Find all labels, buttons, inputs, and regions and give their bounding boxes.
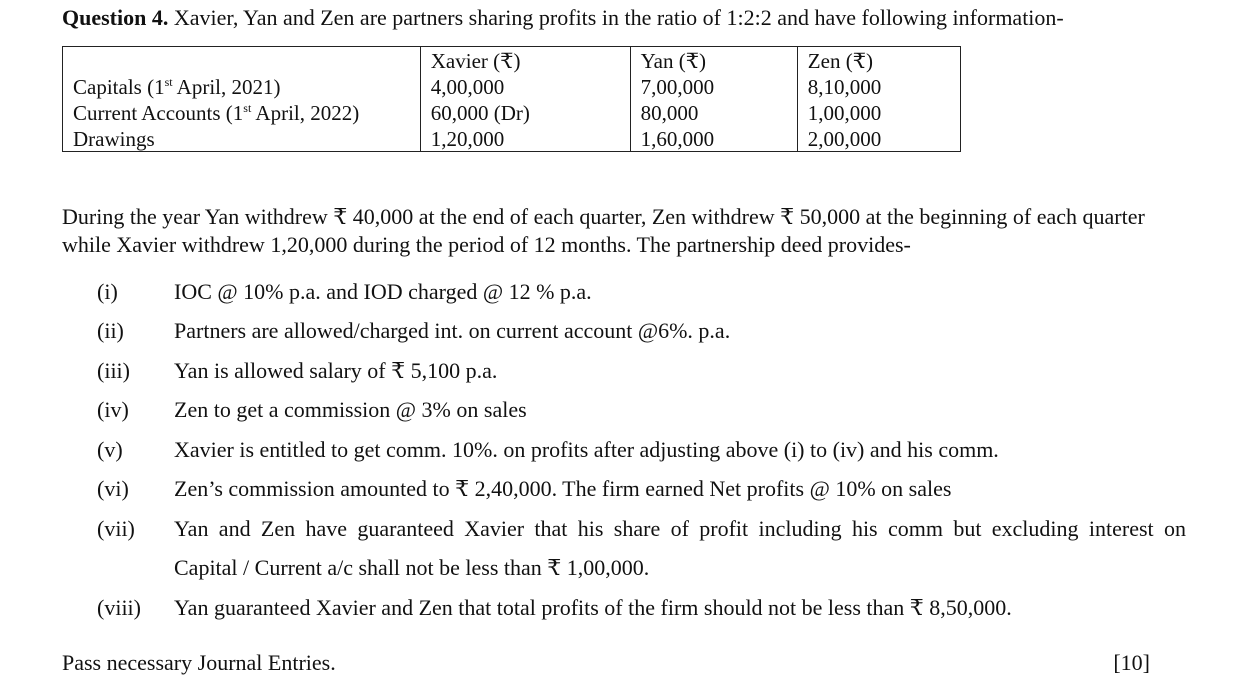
row-label — [63, 99, 421, 125]
table-row — [63, 125, 961, 152]
item-number: (vi) — [97, 476, 129, 501]
paragraph-line-2: while Xavier withdrew 1,20,000 during the period of 12 months. The partnership deed provides- — [62, 232, 911, 257]
item-text: Zen’s commission amounted to ₹ 2,40,000. The firm earned Net profits @ 10% on sales — [174, 476, 952, 501]
table-row — [63, 99, 961, 125]
row-label — [63, 73, 421, 99]
cell-yan: 80,000 — [630, 99, 797, 125]
question-number: Question 4. — [62, 5, 169, 30]
header-cell-zen: Zen (₹) — [797, 47, 960, 74]
row-label-tail: April, 2022) — [251, 101, 360, 125]
partner-info-table — [62, 46, 961, 152]
cell-xavier: 4,00,000 — [420, 73, 630, 99]
header-cell-yan: Yan (₹) — [630, 47, 797, 74]
paragraph-line-1: During the year Yan withdrew ₹ 40,000 at the end of each quarter, Zen withdrew ₹ 50,000 at the beginning of each quarter — [62, 204, 1145, 229]
item-number: (ii) — [97, 318, 124, 343]
cell-zen: 8,10,000 — [797, 73, 960, 99]
item-number: (v) — [97, 437, 123, 462]
question-text: Xavier, Yan and Zen are partners sharing profits in the ratio of 1:2:2 and have following information- — [168, 5, 1064, 30]
cell-zen: 2,00,000 — [797, 125, 960, 152]
table-row — [63, 73, 961, 99]
cell-xavier: 1,20,000 — [420, 125, 630, 152]
item-number: (i) — [97, 279, 118, 304]
item-text: Yan and Zen have guaranteed Xavier that his share of profit including his comm but excluding interest on — [174, 516, 1186, 541]
item-number: (iii) — [97, 358, 130, 383]
header-cell-blank — [63, 47, 421, 74]
question-heading — [62, 3, 1064, 33]
item-number: (iv) — [97, 397, 129, 422]
cell-zen: 1,00,000 — [797, 99, 960, 125]
row-label — [63, 125, 421, 152]
item-text-continued: Capital / Current a/c shall not be less than ₹ 1,00,000. — [174, 555, 650, 580]
row-label-sup: st — [164, 75, 173, 89]
instruction-text: Pass necessary Journal Entries. — [62, 650, 336, 675]
header-cell-xavier: Xavier (₹) — [420, 47, 630, 74]
item-text: Xavier is entitled to get comm. 10%. on profits after adjusting above (i) to (iv) and his comm. — [174, 437, 999, 462]
row-label-sup: st — [243, 101, 252, 115]
marks-label: [10] — [1113, 650, 1150, 675]
item-text: Partners are allowed/charged int. on current account @6%. p.a. — [174, 318, 731, 343]
item-number: (vii) — [97, 516, 135, 541]
cell-xavier: 60,000 (Dr) — [420, 99, 630, 125]
cell-yan: 1,60,000 — [630, 125, 797, 152]
description-paragraph — [62, 203, 1202, 259]
item-text: IOC @ 10% p.a. and IOD charged @ 12 % p.a. — [174, 279, 592, 304]
table-header-row — [63, 47, 961, 74]
row-label-text: Drawings — [73, 127, 155, 151]
row-label-text: Capitals (1 — [73, 75, 165, 99]
cell-yan: 7,00,000 — [630, 73, 797, 99]
item-text: Zen to get a commission @ 3% on sales — [174, 397, 527, 422]
item-number: (viii) — [97, 595, 141, 620]
row-label-text: Current Accounts (1 — [73, 101, 244, 125]
item-text: Yan is allowed salary of ₹ 5,100 p.a. — [174, 358, 498, 383]
footer — [62, 648, 1150, 678]
row-label-tail: April, 2021) — [172, 75, 281, 99]
item-text: Yan guaranteed Xavier and Zen that total profits of the firm should not be less than ₹ 8,50,000. — [174, 595, 1012, 620]
